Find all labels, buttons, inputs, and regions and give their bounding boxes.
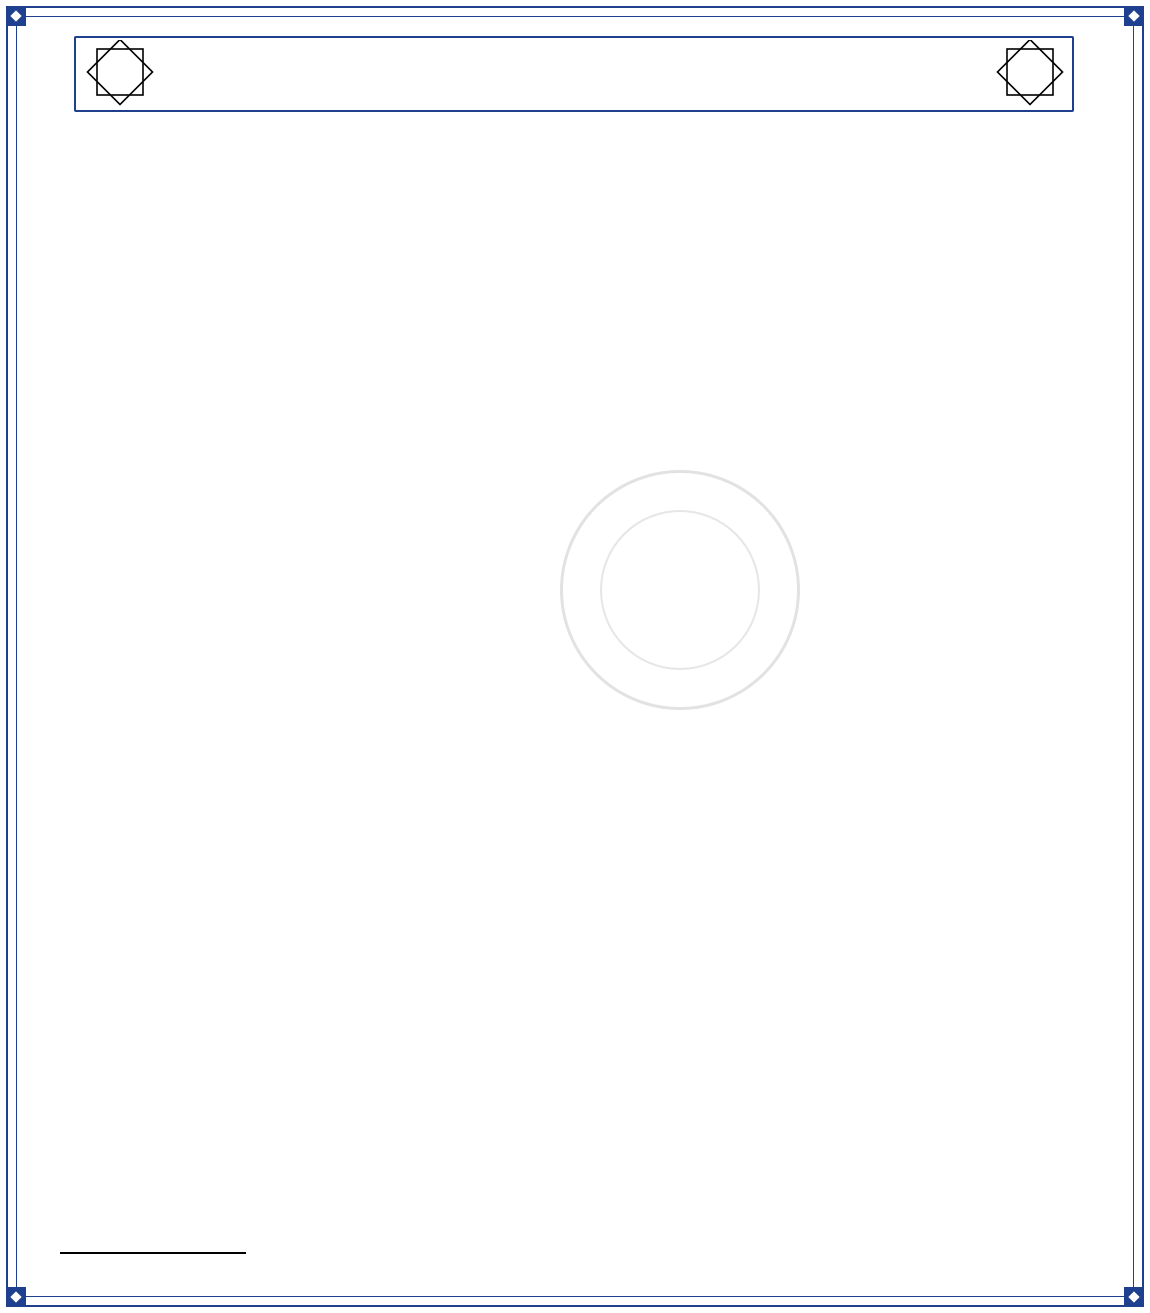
corner-ornament-icon (6, 1287, 26, 1307)
corner-ornament-icon (1124, 6, 1144, 26)
logo-caption (992, 40, 1068, 108)
signature-block (68, 1216, 258, 1296)
corner-ornament-icon (6, 6, 26, 26)
notice-body (34, 118, 1116, 1143)
corner-ornament-icon (1124, 1287, 1144, 1307)
ministry-logo-right (992, 40, 1068, 108)
ministry-logo-left (82, 40, 158, 108)
notice-title (190, 36, 960, 112)
signature-divider (60, 1252, 246, 1254)
logo-caption (82, 40, 158, 108)
